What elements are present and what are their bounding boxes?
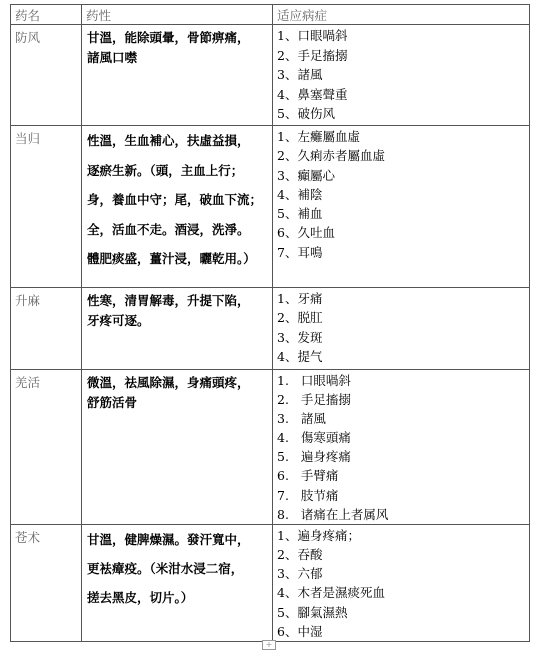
indication-item: 2、久痢赤者屬血虛 [277, 148, 385, 164]
header-name: 药名 [11, 5, 82, 25]
property-line: 微溫，祛風除濕，身痛頭疼， [87, 375, 250, 390]
indication-item: 3、发斑 [277, 329, 323, 345]
indication-item: 8. 诸痛在上者属风 [277, 506, 389, 522]
indication-item: 1、左癱屬血虛 [277, 129, 360, 144]
indication-item: 1、遍身疼痛； [277, 527, 360, 543]
indication-item: 4. 傷寒頭痛 [277, 430, 351, 446]
herb-property [82, 126, 273, 288]
table-header-row [11, 5, 530, 25]
herb-indications [273, 524, 530, 641]
indication-item: 4、提气 [277, 349, 323, 365]
property-line: 身，養血中守；尾，破血下流； [87, 192, 263, 207]
property-line: 更袪瘴疫。（米泔水浸二宿， [87, 560, 244, 576]
property-line: 性寒，清胃解毒，升提下陷， [87, 293, 250, 308]
indication-item: 6. 手臂痛 [277, 468, 339, 484]
herb-name: 羌活 [11, 370, 82, 525]
indication-item: 4、鼻塞聲重 [277, 86, 348, 102]
header-indication: 适应病症 [273, 5, 530, 25]
indication-item: 4、木者是濕痰死血 [277, 585, 385, 601]
indication-item: 6、久吐血 [277, 225, 335, 241]
table-resize-handle-icon[interactable]: + [262, 640, 276, 650]
property-line: 全，活血不走。酒浸，洗淨。 [87, 221, 250, 237]
property-line: 舒筋活骨 [87, 395, 138, 410]
indication-item: 5、補血 [277, 206, 323, 222]
indication-item: 5、破伤风 [277, 106, 335, 122]
table-row [11, 25, 530, 126]
indication-item: 3. 諸風 [277, 411, 326, 427]
herb-property [82, 370, 273, 525]
indication-item: 1. 口眼喎斜 [277, 373, 351, 388]
table-row [11, 524, 530, 641]
indication-item: 5、腳氣濕熱 [277, 604, 348, 620]
indication-item: 7. 肢节痛 [277, 487, 339, 503]
herb-indications [273, 25, 530, 126]
indication-item: 6、中湿 [277, 623, 323, 639]
indication-item: 4、補陰 [277, 186, 323, 202]
herb-property [82, 288, 273, 370]
herb-name: 当归 [11, 126, 82, 288]
herb-property [82, 25, 273, 126]
indication-item: 7、耳鳴 [277, 244, 323, 260]
indication-item: 5. 遍身疼痛 [277, 449, 351, 465]
indication-item: 3、諸風 [277, 67, 323, 83]
property-line: 體肥痰盛，薑汁浸，曬乾用。） [87, 251, 256, 266]
herb-indications [273, 288, 530, 370]
herb-indications [273, 126, 530, 288]
herb-name: 升麻 [11, 288, 82, 370]
table-row [11, 288, 530, 370]
header-property: 药性 [82, 5, 273, 25]
herb-table [10, 4, 530, 642]
indication-item: 2. 手足搐搦 [277, 392, 351, 408]
property-line: 牙疼可逐。 [87, 313, 150, 328]
herb-name: 防风 [11, 25, 82, 126]
property-line: 搓去黑皮，切片。） [87, 589, 194, 605]
property-line: 諸風口噤 [87, 50, 138, 65]
indication-item: 3、六郁 [277, 566, 323, 582]
indication-item: 1、口眼喎斜 [277, 28, 348, 43]
herb-indications [273, 370, 530, 525]
indication-item: 3、癲屬心 [277, 167, 335, 183]
table-row [11, 126, 530, 288]
indication-item: 2、手足搐搦 [277, 47, 348, 63]
property-line: 甘溫，能除頭暈，骨節痹痛， [87, 30, 250, 45]
table-row [11, 370, 530, 525]
indication-item: 2、吞酸 [277, 546, 323, 562]
herb-name: 苍术 [11, 524, 82, 641]
indication-item: 2、脱肛 [277, 310, 323, 326]
property-line: 性溫，生血補心，扶虛益損， [87, 133, 250, 148]
property-line: 逐瘀生新。（頭，主血上行； [87, 162, 244, 178]
property-line: 甘溫，健脾燥濕。發汗寬中， [87, 531, 250, 547]
indication-item: 1、牙痛 [277, 291, 323, 306]
herb-property [82, 524, 273, 641]
